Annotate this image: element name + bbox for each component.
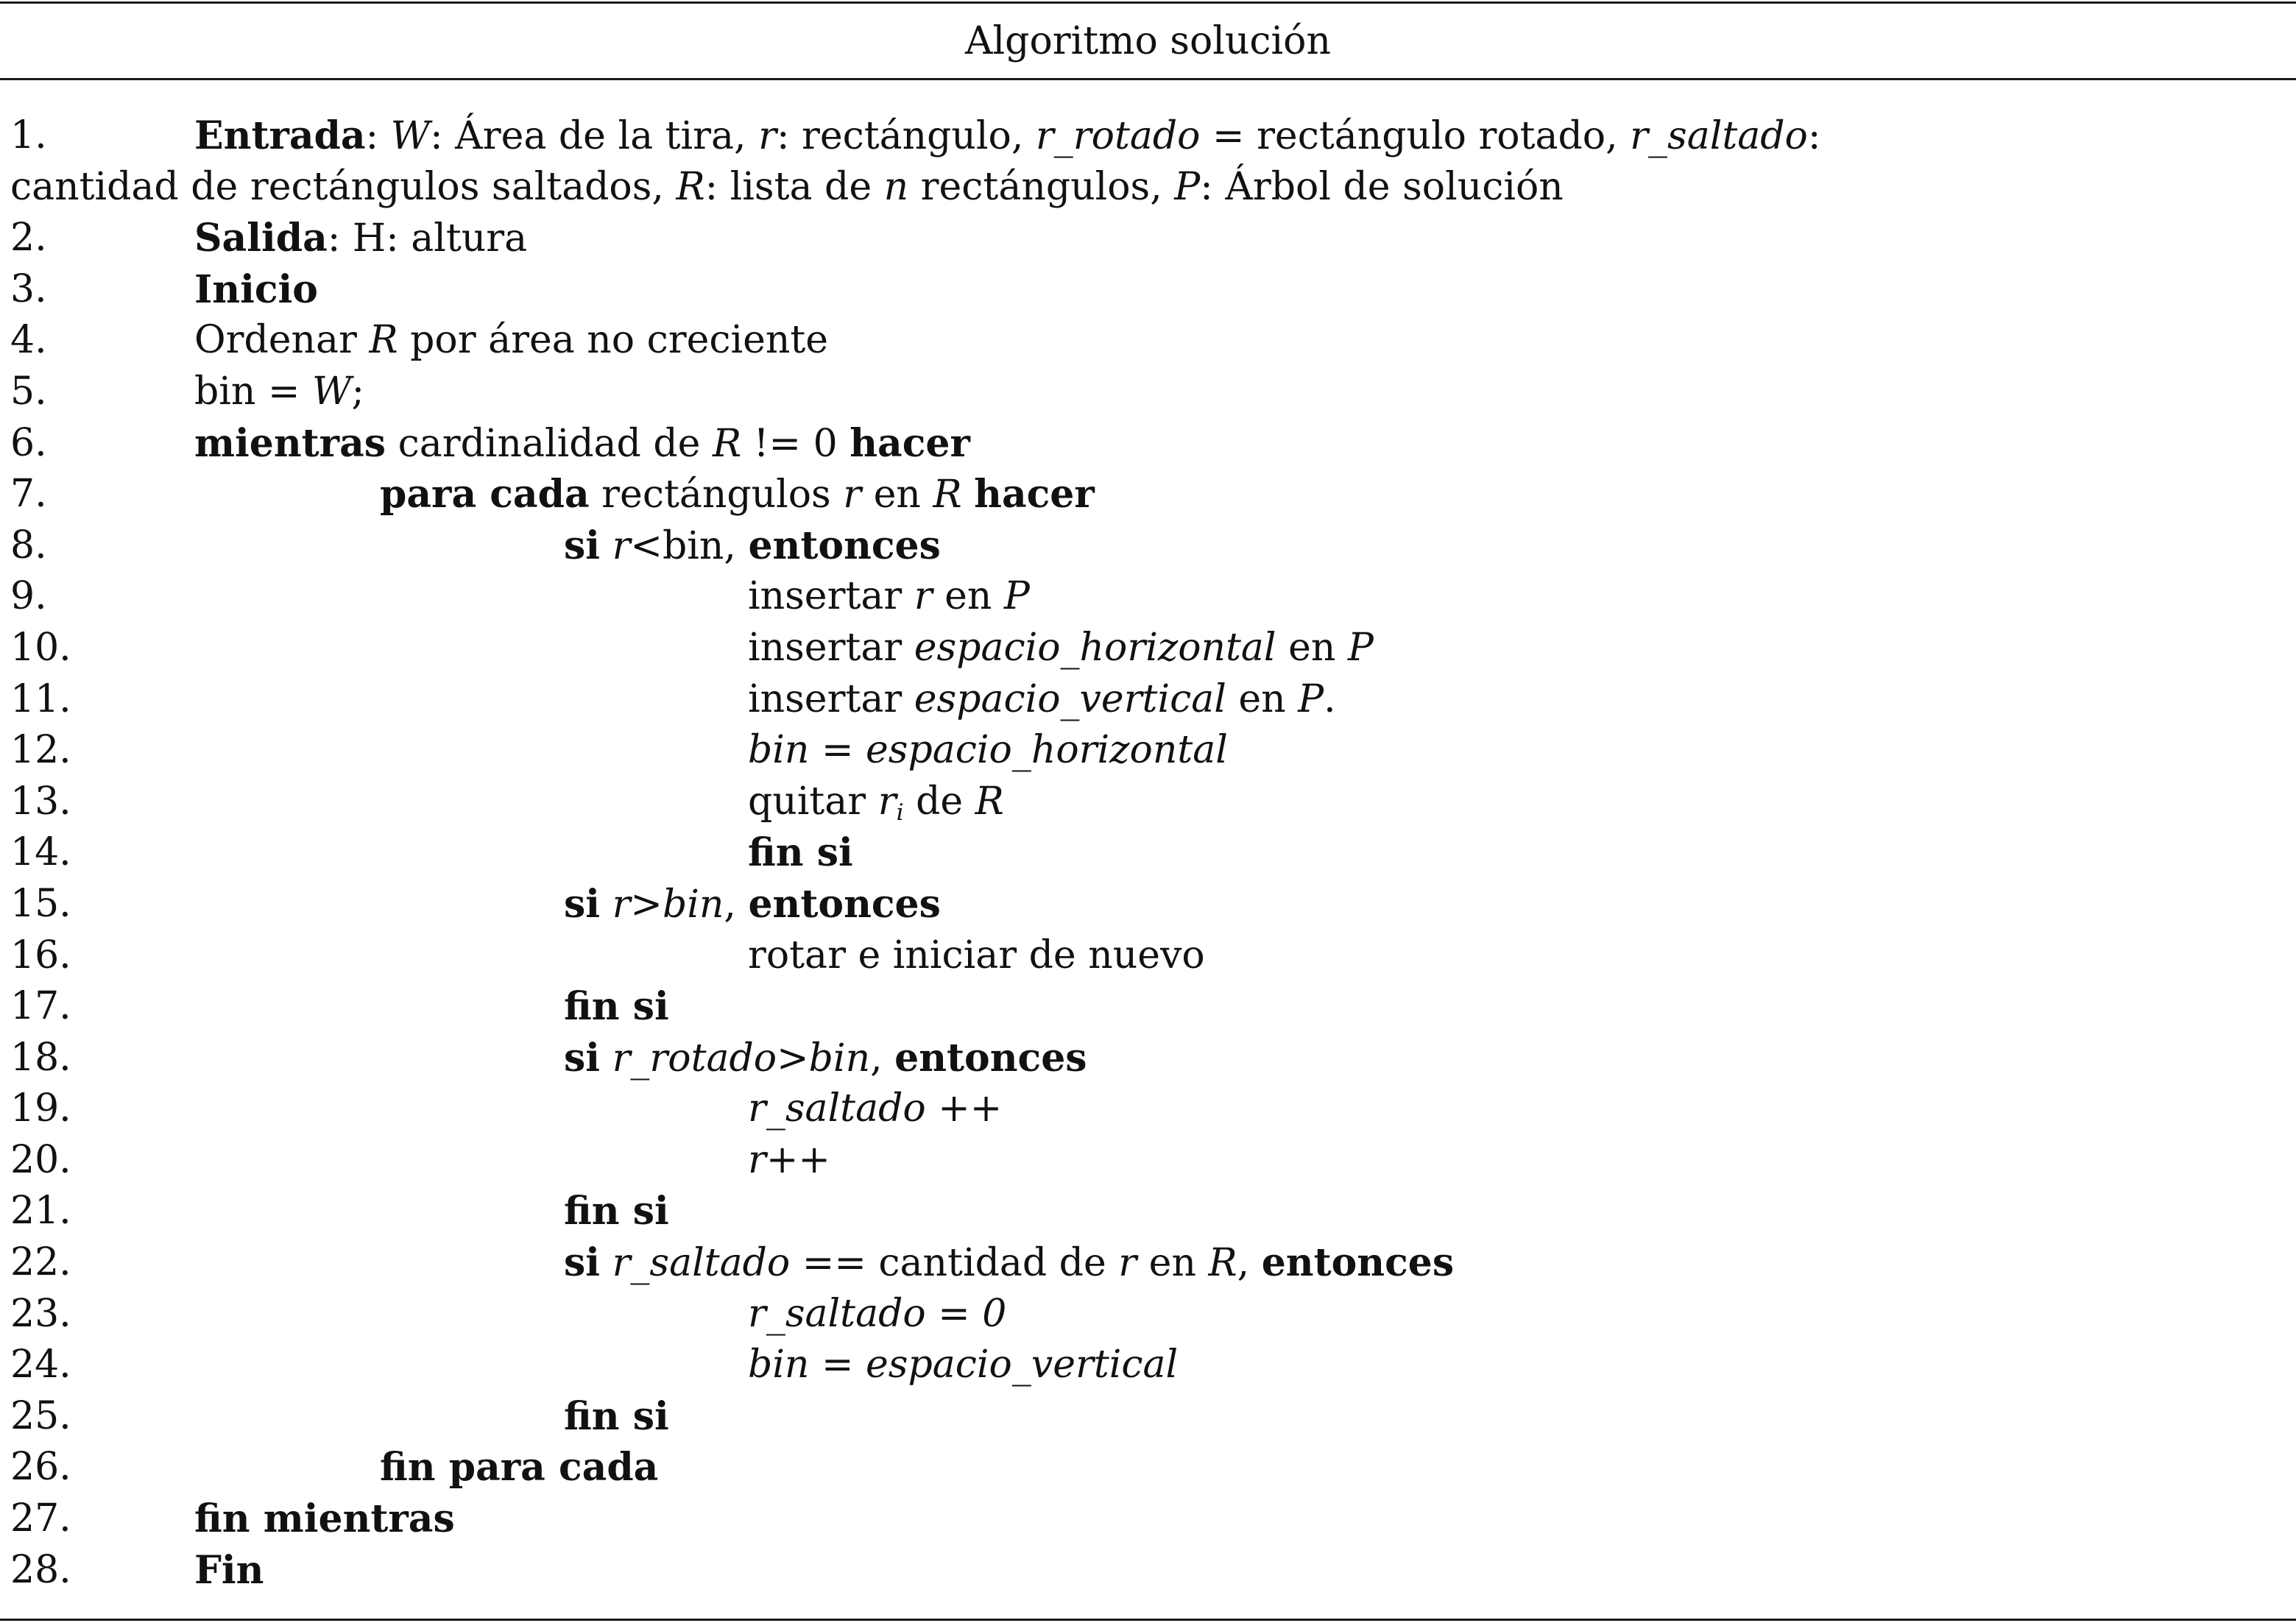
text: en [1226,676,1299,721]
text: <bin, [630,523,749,568]
algorithm-line [0,1289,2296,1340]
algorithm-line [0,1545,2296,1597]
line-code [748,725,1228,777]
variable: r [843,473,862,517]
line-number: 18. [10,1035,71,1080]
line-number: 25. [10,1393,71,1438]
line-number: 28. [10,1547,71,1592]
variable: bin = espacio_horizontal [748,728,1228,773]
line-code [194,315,828,367]
text: en [932,574,1004,619]
line-code [564,1237,1454,1290]
text: == cantidad de [790,1241,1119,1286]
variable: r_saltado [1630,114,1808,158]
variable: W [312,369,352,414]
line-code [748,777,1004,828]
text [600,1036,612,1081]
line-code [194,264,318,317]
line-code [194,1493,455,1546]
line-number: 14. [10,830,71,875]
text: : [1807,114,1821,158]
line-number: 19. [10,1086,71,1131]
text: = rectángulo rotado, [1200,114,1631,158]
algorithm-line [0,879,2296,930]
variable: r>bin [612,882,724,927]
text: , [870,1036,895,1081]
line-number: 9. [10,574,47,619]
line-number: 2. [10,216,47,261]
text: cantidad de rectángulos saltados, [10,164,677,209]
keyword: fin si [564,1393,669,1439]
keyword: si [564,523,601,568]
line-number: 3. [10,266,47,311]
variable: P [1347,625,1374,670]
text: : H: altura [327,216,528,261]
algorithm-line [0,264,2296,316]
algorithm-line [0,827,2296,879]
text: en [861,473,933,517]
keyword: Salida [194,216,328,261]
variable: r_rotado [1035,114,1201,158]
variable: R [369,318,398,363]
line-code [564,1186,669,1238]
variable: r_rotado>bin [612,1036,871,1081]
line-number: 13. [10,779,71,824]
algorithm-line [0,213,2296,264]
algorithm-line [0,315,2296,367]
line-continuation [10,162,1564,213]
keyword: si [564,881,601,927]
line-number: 17. [10,984,71,1029]
variable: espacio_vertical [914,676,1226,721]
line-code [194,367,364,418]
line-code [748,827,853,880]
line-number: 26. [10,1445,71,1490]
text: , [1237,1241,1262,1286]
line-number: 16. [10,933,71,977]
variable: P [1003,574,1030,619]
algorithm-line [0,1186,2296,1237]
table-header-rule [0,78,2296,80]
text: rectángulos [589,473,844,517]
variable: R [975,779,1004,824]
algorithm-line [0,981,2296,1033]
text [962,473,975,517]
text: ; [351,369,365,414]
line-code [748,674,1336,726]
line-number: 7. [10,472,47,517]
variable: R [1208,1241,1237,1286]
line-number: 5. [10,369,47,414]
algorithm-line [0,1340,2296,1391]
text: : rectángulo, [776,114,1036,158]
variable: P [1298,676,1324,721]
algorithm-body [0,110,2296,1596]
keyword: mientras [194,420,386,466]
text: != 0 [741,421,850,466]
algorithm-line [0,777,2296,828]
line-number: 22. [10,1240,71,1285]
line-code [564,981,669,1033]
keyword: fin para cada [380,1445,659,1491]
variable: i [896,799,904,826]
line-code [748,1340,1178,1391]
text: : [365,114,391,158]
text: en [1276,625,1348,670]
line-number: 24. [10,1343,71,1387]
line-code [748,623,1374,674]
line-number: 6. [10,420,47,465]
variable: r [914,574,933,619]
keyword: fin si [564,1189,669,1234]
text [600,883,612,927]
line-number: 21. [10,1189,71,1234]
table-top-rule [0,1,2296,4]
line-number: 11. [10,676,71,721]
text: . [1324,676,1336,721]
line-number: 8. [10,523,47,567]
text: Ordenar [194,318,370,363]
line-code [194,1545,264,1597]
variable: r [758,114,777,158]
keyword: entonces [894,1035,1087,1081]
keyword: fin mientras [194,1496,455,1542]
variable: espacio_horizontal [914,625,1276,670]
keyword: Entrada [194,113,366,158]
line-code [194,110,1820,163]
line-number: 1. [10,113,47,158]
algorithm-line [0,930,2296,982]
algorithm-line [0,623,2296,674]
algorithm-line [0,469,2296,520]
line-code [564,1391,669,1443]
keyword: entonces [748,523,941,568]
line-code [748,930,1205,982]
text: , [724,882,749,927]
line-code [564,520,941,573]
keyword: Inicio [194,266,318,312]
line-number: 27. [10,1496,71,1541]
text: cardinalidad de [386,421,713,466]
keyword: fin si [564,984,669,1030]
variable: n [883,164,909,209]
variable: R [712,421,742,466]
text: insertar [748,625,914,670]
text: : Área de la tira, [430,114,759,158]
line-code [194,213,527,265]
text: insertar [748,676,914,721]
text: en [1137,1241,1209,1286]
text: rotar e iniciar de nuevo [748,933,1205,977]
text: de [903,779,975,824]
variable: r_saltado ++ [748,1086,1003,1131]
algorithm-line [0,1237,2296,1289]
line-code [194,418,970,470]
keyword: hacer [974,472,1095,517]
algorithm-line [0,571,2296,623]
text: quitar [748,779,878,824]
line-number: 15. [10,881,71,926]
line-code [748,1135,830,1187]
keyword: entonces [1261,1240,1455,1286]
variable: W [390,114,431,158]
variable: r++ [748,1137,830,1182]
variable: r [1118,1241,1137,1286]
variable: r [612,523,631,568]
keyword: fin si [748,830,853,876]
algorithm-line [0,1083,2296,1135]
line-code [748,571,1030,623]
variable: P [1174,164,1201,209]
text: insertar [748,574,914,619]
table-bottom-rule [0,1619,2296,1621]
algorithm-line [0,1493,2296,1545]
keyword: hacer [849,420,970,466]
keyword: si [564,1035,601,1081]
algorithm-line [0,1033,2296,1084]
text: rectángulos, [908,164,1175,209]
variable: r_saltado = 0 [748,1291,1007,1336]
variable: R [933,473,962,517]
line-number: 10. [10,625,71,670]
text [600,1241,612,1285]
keyword: si [564,1240,601,1286]
variable: R [676,164,705,209]
line-number: 23. [10,1291,71,1336]
algorithm-line [0,367,2296,418]
line-number: 12. [10,728,71,773]
text [600,524,612,568]
line-number: 20. [10,1137,71,1182]
algorithm-line [0,1135,2296,1187]
text: : lista de [704,164,884,209]
line-code [748,1083,1002,1135]
variable: bin = espacio_vertical [748,1343,1179,1387]
text: : Árbol de solución [1200,164,1564,209]
algorithm-line [0,520,2296,572]
algorithm-line [0,110,2296,162]
keyword: entonces [748,881,941,927]
algorithm-line [0,1442,2296,1493]
text: bin = [194,369,313,414]
variable: r [877,779,897,824]
text: por área no creciente [398,318,829,363]
algorithm-line [0,1391,2296,1443]
line-code [380,469,1095,521]
line-code [380,1442,658,1494]
algorithm-line [0,725,2296,777]
algorithm-caption: Algoritmo solución [965,19,1331,63]
keyword: para cada [380,472,590,517]
line-code [748,1289,1006,1340]
variable: r_saltado [612,1241,791,1286]
keyword: Fin [194,1547,264,1593]
algorithm-line [0,162,2296,213]
line-code [564,879,941,931]
algorithm-line [0,674,2296,726]
line-number: 4. [10,318,47,363]
line-code [564,1033,1087,1085]
algorithm-line [0,418,2296,470]
